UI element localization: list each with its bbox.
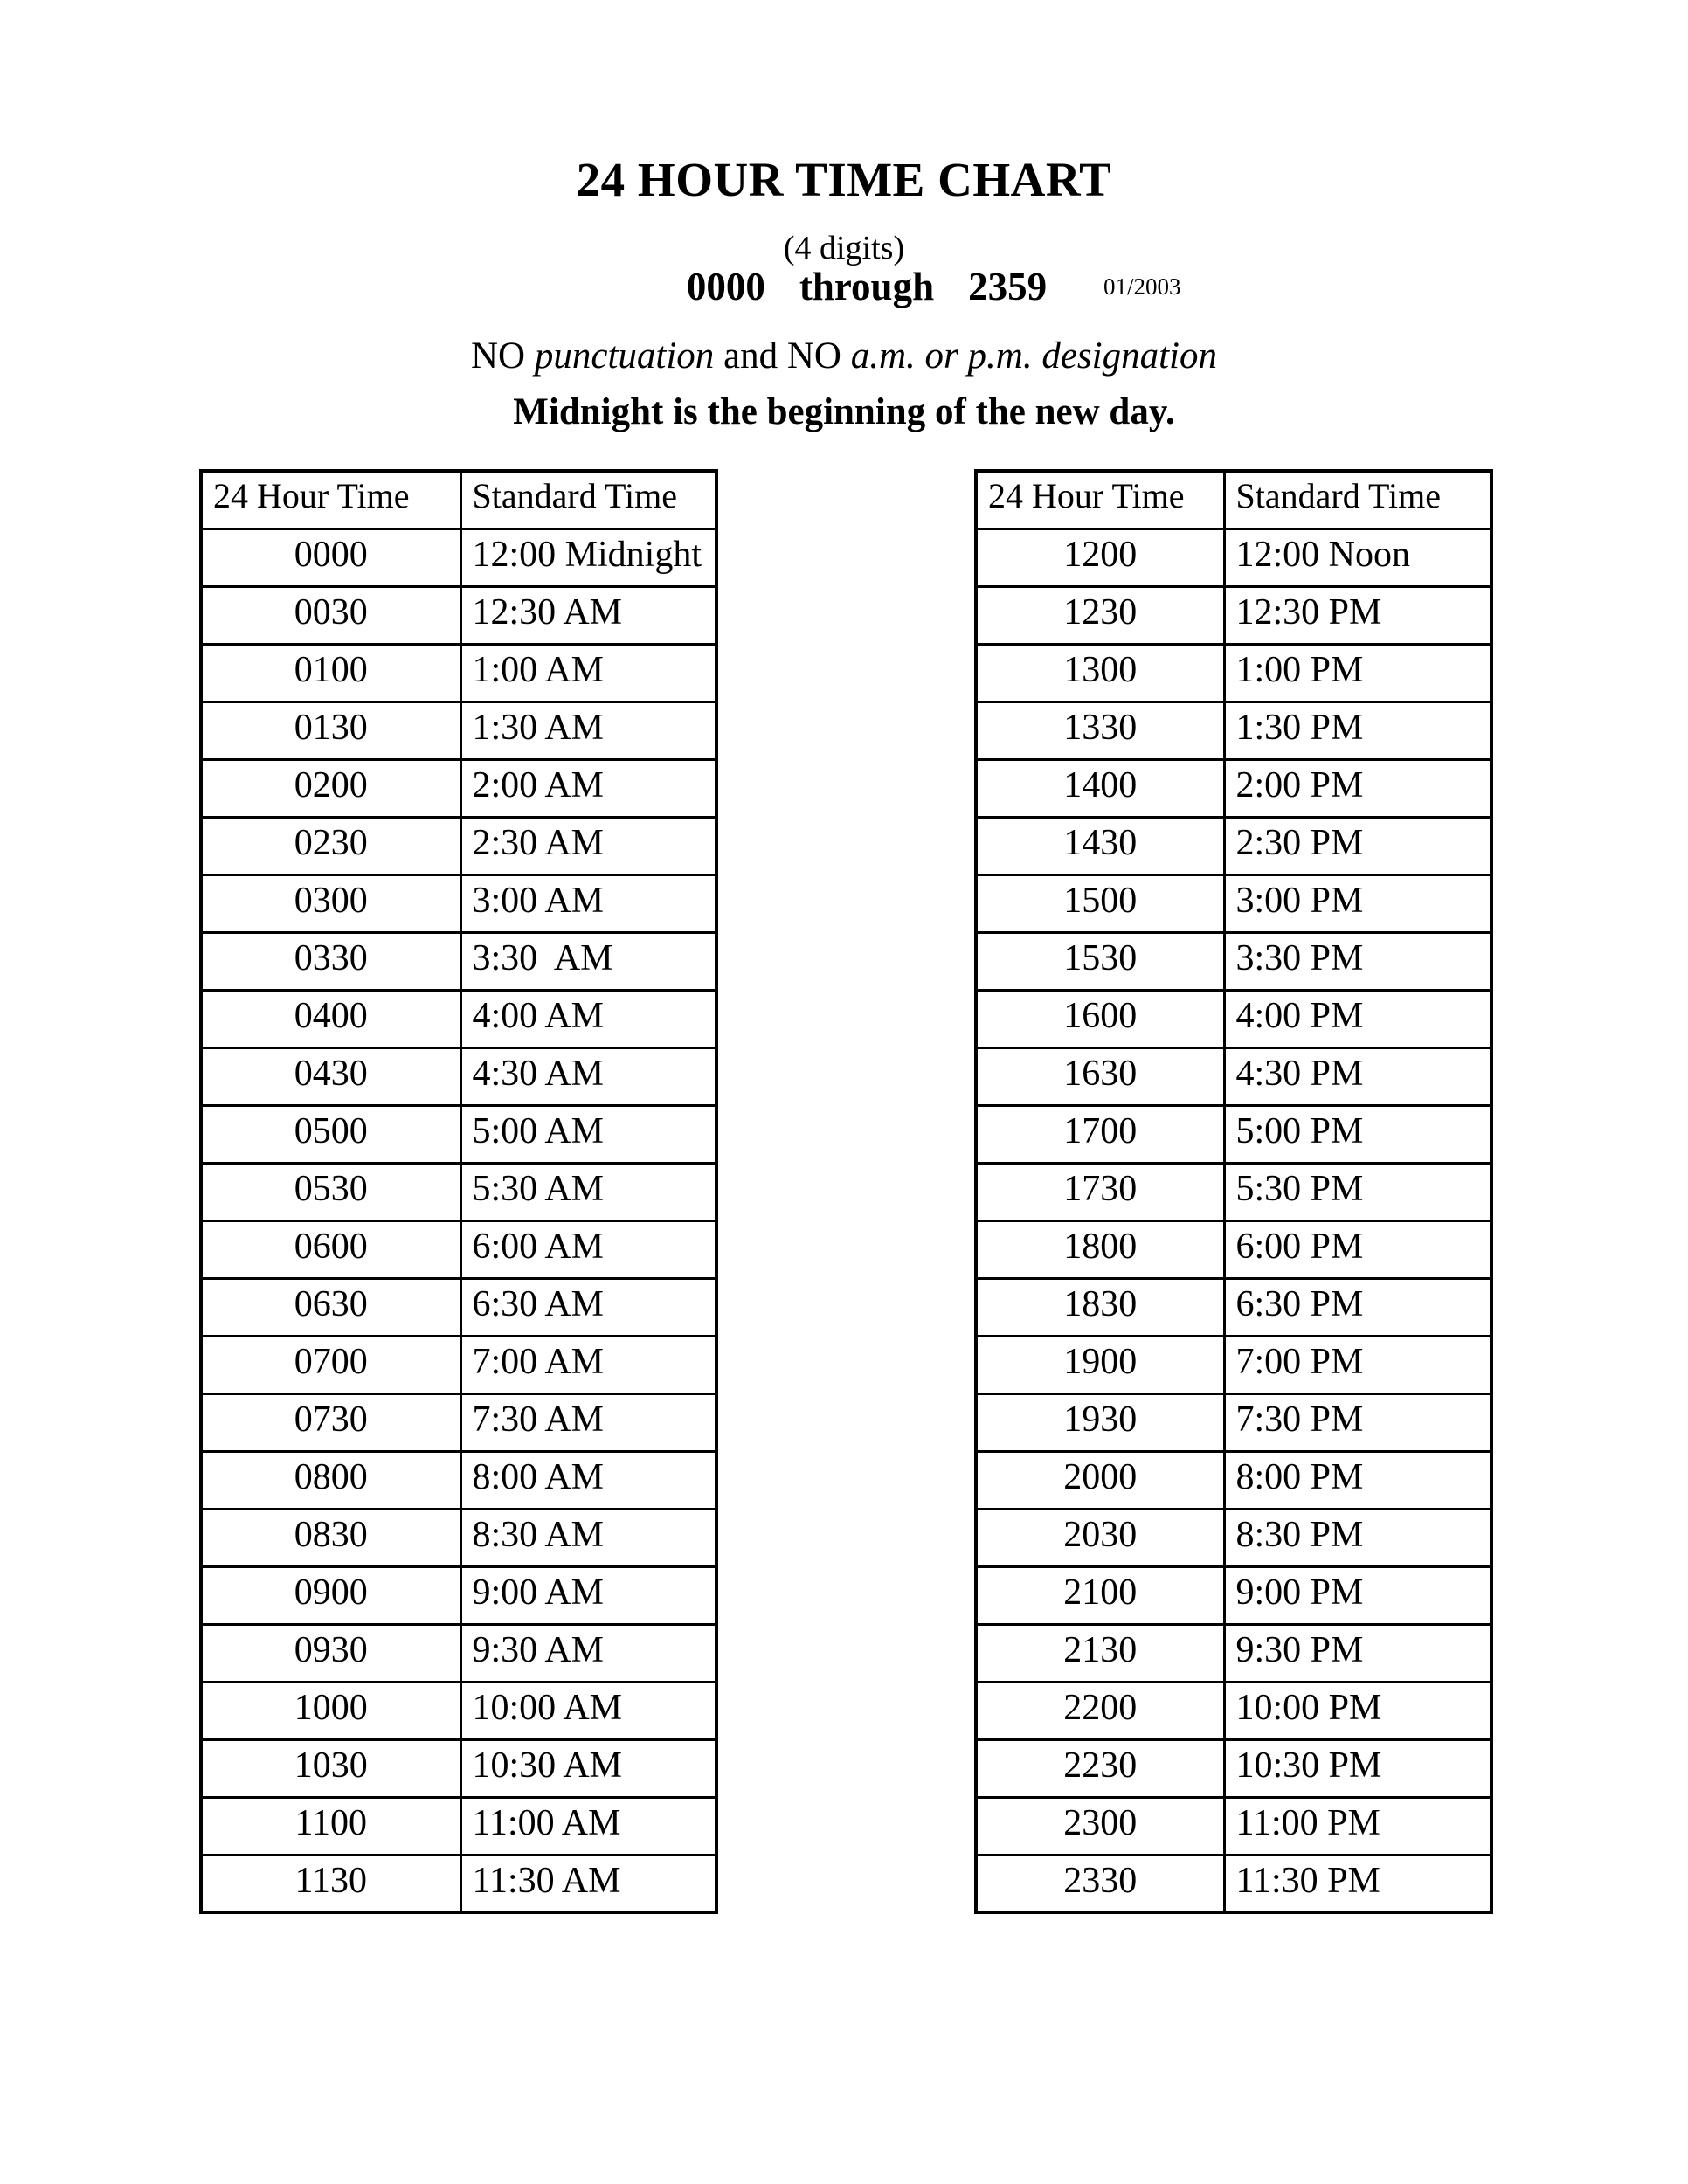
- hour-cell: 1600: [976, 990, 1224, 1047]
- table-row: [976, 1624, 1491, 1682]
- standard-time-cell: 11:30 AM: [460, 1855, 716, 1912]
- hour-cell: 2130: [976, 1624, 1224, 1682]
- table-row: [976, 529, 1491, 586]
- table-row: [976, 1509, 1491, 1566]
- punctuation-note-middle: and NO: [714, 335, 851, 377]
- table-header-row: [976, 471, 1491, 529]
- hour-cell: 0100: [201, 644, 460, 702]
- table-row: [201, 817, 716, 874]
- punctuation-note-italic1: punctuation: [534, 335, 715, 377]
- table-row: [976, 644, 1491, 702]
- standard-time-cell: 1:00 PM: [1224, 644, 1491, 702]
- hour-cell: 1700: [976, 1105, 1224, 1163]
- hour-cell: 0430: [201, 1047, 460, 1105]
- hour-cell: 2230: [976, 1739, 1224, 1797]
- table-row: [201, 1278, 716, 1336]
- table-row: [976, 1566, 1491, 1624]
- hour-cell: 2100: [976, 1566, 1224, 1624]
- hour-cell: 1130: [201, 1855, 460, 1912]
- hour-column-header: 24 Hour Time: [201, 471, 460, 529]
- table-row: [976, 874, 1491, 932]
- table-row: [976, 1047, 1491, 1105]
- standard-time-cell: 10:30 AM: [460, 1739, 716, 1797]
- table-row: [976, 932, 1491, 990]
- standard-time-cell: 4:00 AM: [460, 990, 716, 1047]
- hour-cell: 0400: [201, 990, 460, 1047]
- standard-time-cell: 2:30 PM: [1224, 817, 1491, 874]
- standard-time-cell: 5:30 PM: [1224, 1163, 1491, 1220]
- standard-time-cell: 5:00 PM: [1224, 1105, 1491, 1163]
- table-row: [201, 990, 716, 1047]
- hour-cell: 0130: [201, 702, 460, 759]
- table-row: [201, 1797, 716, 1855]
- standard-time-cell: 12:00 Midnight: [460, 529, 716, 586]
- time-range-line: [23, 266, 1688, 309]
- standard-time-cell: 6:30 PM: [1224, 1278, 1491, 1336]
- table-row: [976, 1220, 1491, 1278]
- standard-time-cell: 4:30 PM: [1224, 1047, 1491, 1105]
- page-title: 24 HOUR TIME CHART: [576, 153, 1112, 206]
- table-row: [201, 702, 716, 759]
- standard-time-cell: 3:30 AM: [460, 932, 716, 990]
- standard-time-cell: 1:30 PM: [1224, 702, 1491, 759]
- standard-time-cell: 6:00 PM: [1224, 1220, 1491, 1278]
- standard-time-cell: 9:30 AM: [460, 1624, 716, 1682]
- hour-cell: 1530: [976, 932, 1224, 990]
- standard-time-cell: 2:30 AM: [460, 817, 716, 874]
- standard-time-cell: 8:00 AM: [460, 1451, 716, 1509]
- hour-cell: 2330: [976, 1855, 1224, 1912]
- standard-time-cell: 4:00 PM: [1224, 990, 1491, 1047]
- table-row: [976, 1163, 1491, 1220]
- standard-column-header: Standard Time: [1224, 471, 1491, 529]
- table-row: [201, 1682, 716, 1739]
- hour-cell: 1430: [976, 817, 1224, 874]
- hour-cell: 0200: [201, 759, 460, 817]
- table-header-row: [201, 471, 716, 529]
- standard-time-cell: 7:00 PM: [1224, 1336, 1491, 1393]
- hour-column-header: 24 Hour Time: [976, 471, 1224, 529]
- range-end: 2359: [968, 265, 1048, 308]
- hour-cell: 0000: [201, 529, 460, 586]
- table-row: [976, 1393, 1491, 1451]
- standard-time-cell: 12:00 Noon: [1224, 529, 1491, 586]
- table-row: [201, 759, 716, 817]
- hour-cell: 1000: [201, 1682, 460, 1739]
- hour-cell: 0730: [201, 1393, 460, 1451]
- table-row: [201, 644, 716, 702]
- table-row: [201, 1509, 716, 1566]
- hour-cell: 0300: [201, 874, 460, 932]
- standard-column-header: Standard Time: [460, 471, 716, 529]
- hour-cell: 0630: [201, 1278, 460, 1336]
- hour-cell: 1930: [976, 1393, 1224, 1451]
- standard-time-cell: 6:00 AM: [460, 1220, 716, 1278]
- standard-time-cell: 10:00 AM: [460, 1682, 716, 1739]
- standard-time-cell: 6:30 AM: [460, 1278, 716, 1336]
- standard-time-cell: 12:30 AM: [460, 586, 716, 644]
- range-start: 0000: [686, 265, 765, 308]
- hour-cell: 1900: [976, 1336, 1224, 1393]
- table-row: [201, 1739, 716, 1797]
- table-row: [976, 990, 1491, 1047]
- standard-time-cell: 9:30 PM: [1224, 1624, 1491, 1682]
- hour-cell: 0600: [201, 1220, 460, 1278]
- hour-cell: 1400: [976, 759, 1224, 817]
- hour-cell: 1330: [976, 702, 1224, 759]
- punctuation-note: [0, 335, 1688, 377]
- revision-date: 01/2003: [1103, 273, 1181, 300]
- standard-time-cell: 3:00 PM: [1224, 874, 1491, 932]
- hour-cell: 0230: [201, 817, 460, 874]
- table-row: [976, 1739, 1491, 1797]
- hour-cell: 0330: [201, 932, 460, 990]
- table-row: [976, 586, 1491, 644]
- hour-cell: 1730: [976, 1163, 1224, 1220]
- hour-cell: 1230: [976, 586, 1224, 644]
- hour-cell: 1100: [201, 1797, 460, 1855]
- hour-cell: 1800: [976, 1220, 1224, 1278]
- time-table-am: [199, 469, 718, 1914]
- standard-time-cell: 4:30 AM: [460, 1047, 716, 1105]
- table-row: [976, 1855, 1491, 1912]
- hour-cell: 0930: [201, 1624, 460, 1682]
- table-row: [201, 1566, 716, 1624]
- hour-cell: 0830: [201, 1509, 460, 1566]
- standard-time-cell: 12:30 PM: [1224, 586, 1491, 644]
- standard-time-cell: 5:30 AM: [460, 1163, 716, 1220]
- table-row: [976, 1797, 1491, 1855]
- hour-cell: 0530: [201, 1163, 460, 1220]
- hour-cell: 0500: [201, 1105, 460, 1163]
- standard-time-cell: 1:00 AM: [460, 644, 716, 702]
- standard-time-cell: 2:00 AM: [460, 759, 716, 817]
- standard-time-cell: 11:30 PM: [1224, 1855, 1491, 1912]
- standard-time-cell: 9:00 AM: [460, 1566, 716, 1624]
- punctuation-note-prefix: NO: [471, 335, 535, 377]
- hour-cell: 1300: [976, 644, 1224, 702]
- table-row: [976, 1451, 1491, 1509]
- standard-time-cell: 11:00 AM: [460, 1797, 716, 1855]
- hour-cell: 2030: [976, 1509, 1224, 1566]
- table-row: [201, 1855, 716, 1912]
- hour-cell: 1200: [976, 529, 1224, 586]
- table-row: [201, 1047, 716, 1105]
- table-row: [201, 1624, 716, 1682]
- table-row: [201, 586, 716, 644]
- table-row: [976, 1336, 1491, 1393]
- hour-cell: 1630: [976, 1047, 1224, 1105]
- table-row: [201, 874, 716, 932]
- standard-time-cell: 3:30 PM: [1224, 932, 1491, 990]
- table-row: [201, 1336, 716, 1393]
- standard-time-cell: 7:30 AM: [460, 1393, 716, 1451]
- standard-time-cell: 8:30 AM: [460, 1509, 716, 1566]
- hour-cell: 0800: [201, 1451, 460, 1509]
- standard-time-cell: 5:00 AM: [460, 1105, 716, 1163]
- hour-cell: 1830: [976, 1278, 1224, 1336]
- standard-time-cell: 9:00 PM: [1224, 1566, 1491, 1624]
- standard-time-cell: 8:00 PM: [1224, 1451, 1491, 1509]
- standard-time-cell: 2:00 PM: [1224, 759, 1491, 817]
- table-row: [976, 1682, 1491, 1739]
- table-row: [976, 702, 1491, 759]
- hour-cell: 1030: [201, 1739, 460, 1797]
- standard-time-cell: 1:30 AM: [460, 702, 716, 759]
- table-row: [201, 529, 716, 586]
- hour-cell: 2000: [976, 1451, 1224, 1509]
- range-through: through: [799, 265, 935, 308]
- table-row: [976, 759, 1491, 817]
- time-table-pm: [974, 469, 1493, 1914]
- table-row: [201, 1393, 716, 1451]
- hour-cell: 0700: [201, 1336, 460, 1393]
- standard-time-cell: 8:30 PM: [1224, 1509, 1491, 1566]
- punctuation-note-italic2: a.m. or p.m. designation: [850, 335, 1217, 377]
- standard-time-cell: 11:00 PM: [1224, 1797, 1491, 1855]
- table-row: [201, 932, 716, 990]
- hour-cell: 0900: [201, 1566, 460, 1624]
- table-row: [976, 817, 1491, 874]
- standard-time-cell: 7:00 AM: [460, 1336, 716, 1393]
- standard-time-cell: 10:30 PM: [1224, 1739, 1491, 1797]
- standard-time-cell: 3:00 AM: [460, 874, 716, 932]
- standard-time-cell: 7:30 PM: [1224, 1393, 1491, 1451]
- midnight-note: Midnight is the beginning of the new day.: [513, 391, 1175, 432]
- hour-cell: 1500: [976, 874, 1224, 932]
- standard-time-cell: 10:00 PM: [1224, 1682, 1491, 1739]
- table-row: [976, 1278, 1491, 1336]
- hour-cell: 0030: [201, 586, 460, 644]
- hour-cell: 2200: [976, 1682, 1224, 1739]
- hour-cell: 2300: [976, 1797, 1224, 1855]
- table-row: [976, 1105, 1491, 1163]
- table-row: [201, 1220, 716, 1278]
- table-row: [201, 1105, 716, 1163]
- digits-note: (4 digits): [783, 230, 905, 266]
- table-row: [201, 1163, 716, 1220]
- table-row: [201, 1451, 716, 1509]
